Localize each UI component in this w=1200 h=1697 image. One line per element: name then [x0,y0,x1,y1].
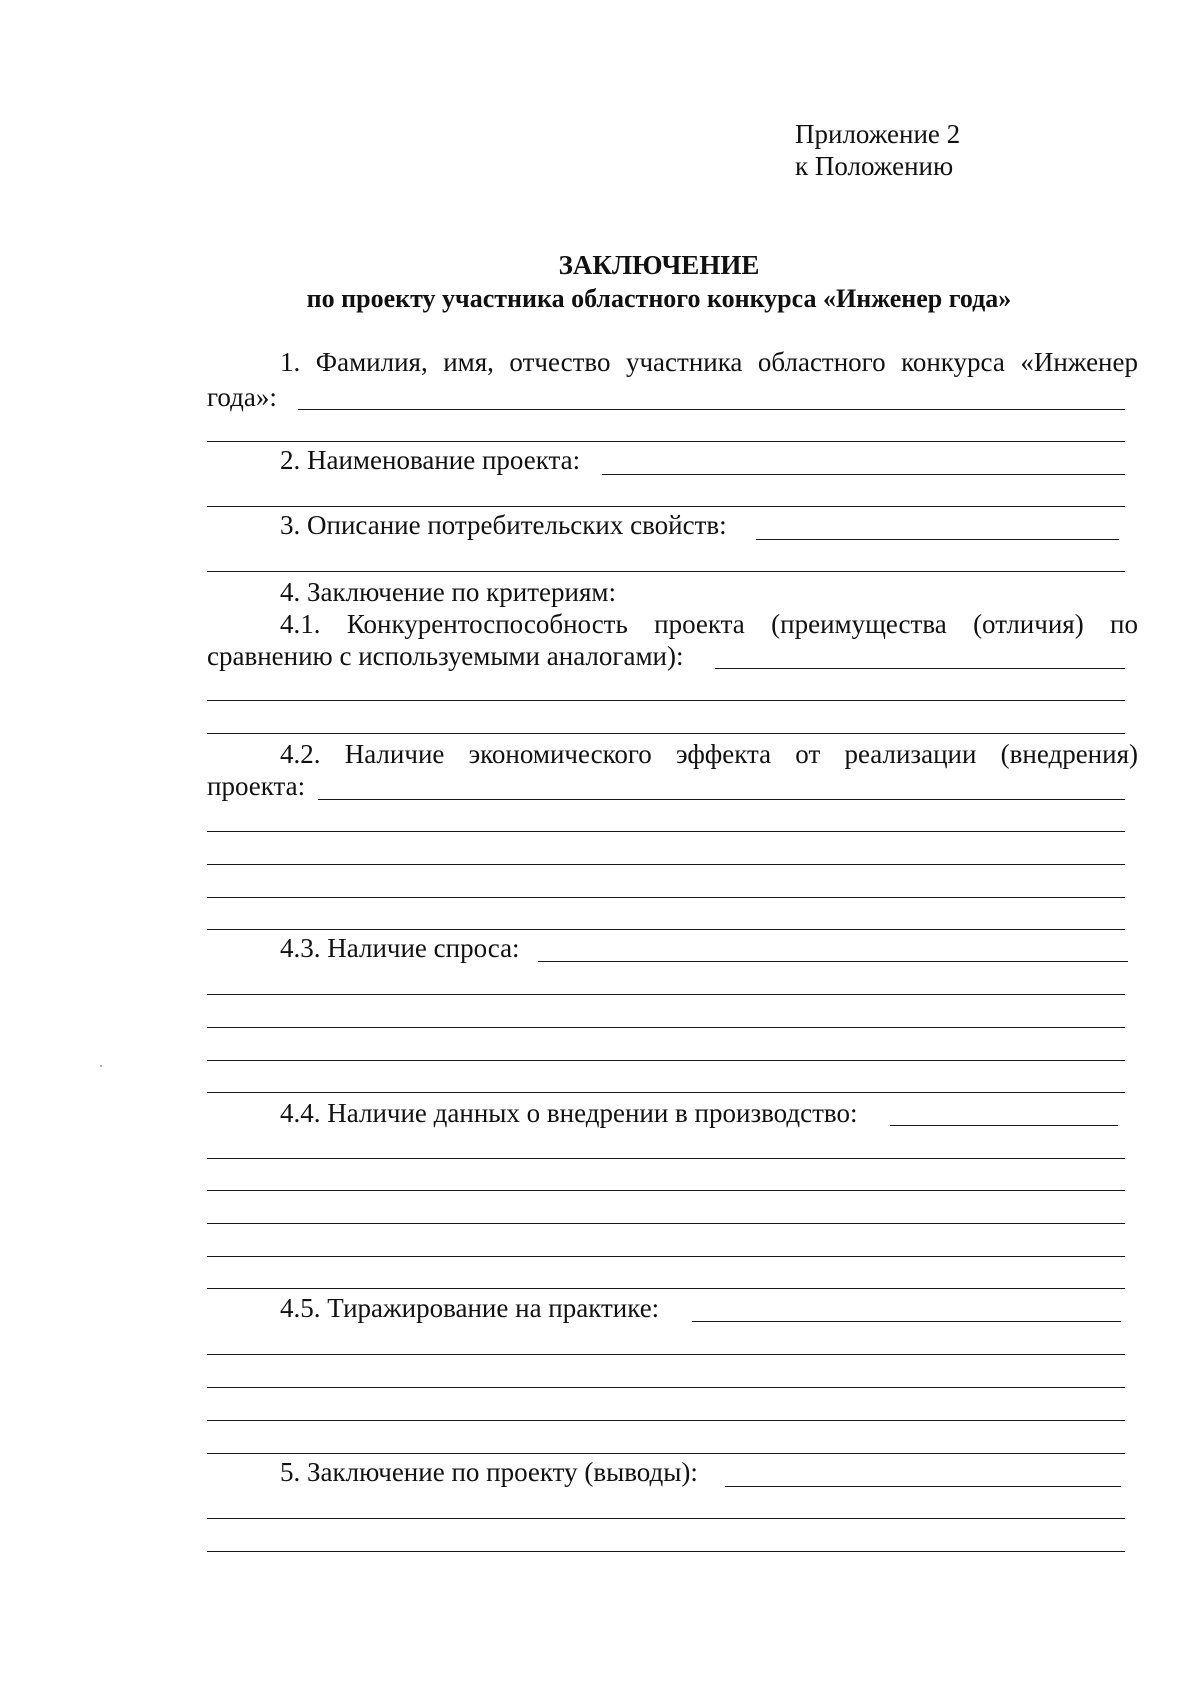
item-1-field-extra[interactable] [207,441,1125,442]
item-2-label: 2. Наименование проекта: [280,445,581,475]
item-4-4-field-extra-4[interactable] [207,1256,1125,1257]
item-4-1-label-line2: сравнению с используемыми аналогами): [207,641,684,671]
item-4-4-field[interactable] [890,1125,1118,1126]
item-4-3-field-extra-3[interactable] [207,1060,1125,1061]
appendix-note [795,118,960,182]
item-4-label: 4. Заключение по критериям: [280,577,616,607]
item-4-5-field[interactable] [692,1321,1121,1322]
item-4-3-field-extra-4[interactable] [207,1092,1125,1093]
item-4-2-field-extra-3[interactable] [207,897,1125,898]
item-4-5-label: 4.5. Тиражирование на практике: [280,1293,660,1323]
item-4-1-field-extra-2[interactable] [207,733,1125,734]
item-4-4-label: 4.4. Наличие данных о внедрении в производство: [280,1098,858,1128]
item-1-label-line2: года»: [207,382,277,412]
item-4-2-field-extra-4[interactable] [207,929,1125,930]
item-4-2-field-extra-1[interactable] [207,831,1125,832]
item-4-2-label-line1: 4.2. Наличие экономического эффекта от реализации (внедрения) [280,739,1138,769]
document-subtitle: по проекту участника областного конкурса «Инженер года» [306,284,1012,313]
item-4-2-field-extra-2[interactable] [207,864,1125,865]
scan-speck [100,1065,102,1067]
item-4-2-field[interactable] [318,799,1125,800]
item-4-3-field[interactable] [538,961,1128,962]
item-4-3-field-extra-1[interactable] [207,994,1125,995]
item-5-label: 5. Заключение по проекту (выводы): [280,1457,698,1487]
item-4-5-field-extra-3[interactable] [207,1420,1125,1421]
appendix-line-2: к Положению [795,151,954,181]
item-4-5-field-extra-2[interactable] [207,1387,1125,1388]
item-4-5-field-extra-4[interactable] [207,1453,1125,1454]
item-4-4-field-extra-3[interactable] [207,1223,1125,1224]
item-3-field[interactable] [756,539,1119,540]
item-4-3-field-extra-2[interactable] [207,1027,1125,1028]
item-5-field[interactable] [725,1486,1121,1487]
item-4-2-label-line2: проекта: [207,771,306,801]
appendix-line-1: Приложение 2 [795,119,961,149]
item-2-field[interactable] [602,474,1125,475]
item-4-4-field-extra-1[interactable] [207,1158,1125,1159]
item-5-field-extra-1[interactable] [207,1518,1125,1519]
item-1-label-line1: 1. Фамилия, имя, отчество участника областного конкурса «Инженер [280,347,1138,377]
item-4-1-field[interactable] [715,668,1125,669]
item-2-field-extra[interactable] [207,506,1125,507]
item-4-3-label: 4.3. Наличие спроса: [280,933,520,963]
item-4-5-field-extra-1[interactable] [207,1354,1125,1355]
document-title: ЗАКЛЮЧЕНИЕ [558,250,760,280]
item-1-field[interactable] [298,409,1125,410]
item-4-4-field-extra-5[interactable] [207,1288,1125,1289]
item-5-field-extra-2[interactable] [207,1551,1125,1552]
item-3-label: 3. Описание потребительских свойств: [280,510,727,540]
item-3-field-extra[interactable] [207,571,1125,572]
item-4-1-field-extra-1[interactable] [207,700,1125,701]
item-4-1-label-line1: 4.1. Конкурентоспособность проекта (преимущества (отличия) по [280,609,1138,639]
item-4-4-field-extra-2[interactable] [207,1190,1125,1191]
